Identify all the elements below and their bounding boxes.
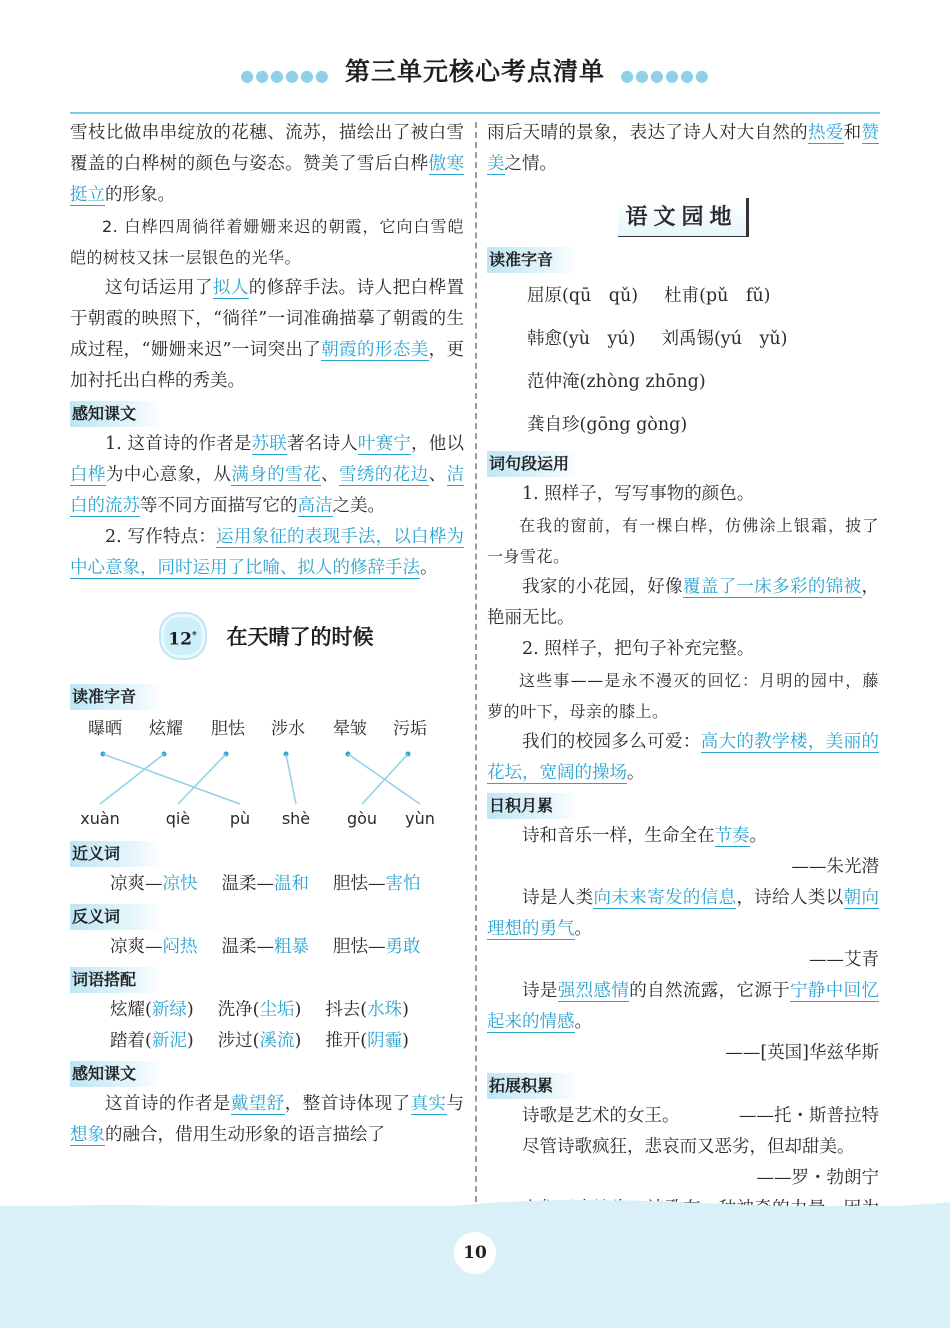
section-tag-fyc: 反义词 (70, 904, 162, 930)
pair-answer: 闷热 (162, 937, 198, 957)
body-text: 的修辞手法。诗人把白桦置于朝霞的映照下，“徜徉”一词准确描摹了朝霞的生成过程，“姗姗来迟”一词突出了 (70, 278, 465, 360)
answer-text: 苏联 (251, 434, 287, 454)
answer-text: 傲寒挺立 (70, 154, 465, 205)
body-text: 我家的小花园，好像 (522, 577, 683, 597)
quote-3 (487, 976, 879, 1038)
answer-text: 想象 (70, 1125, 105, 1145)
antonym-row (70, 932, 464, 963)
match-pinyin: yùn (405, 809, 435, 828)
body-text: 1. 这首诗的作者是 (105, 434, 252, 454)
pair-word: 胆怯— (333, 937, 386, 957)
body-text: 和 (843, 123, 862, 143)
body-text: ，艳丽无比。 (487, 577, 880, 628)
body-text: 诗是 (522, 981, 558, 1001)
lesson-heading (70, 606, 464, 666)
answer-text: 赞美 (487, 123, 880, 174)
answer-text: 满身的雪花 (231, 465, 322, 485)
match-pinyin: xuàn (80, 809, 120, 828)
match-line (362, 754, 408, 804)
page-header (0, 52, 950, 88)
match-line (286, 754, 296, 804)
match-pinyin: shè (281, 809, 311, 828)
answer-text: 白桦 (70, 465, 106, 485)
quote-1 (487, 821, 879, 852)
section-tag-tzjl: 拓展积累 (487, 1073, 579, 1099)
body-text: 我们的校园多么可爱： (522, 732, 701, 752)
match-pinyin: qiè (165, 809, 191, 828)
pinyin-matching-diagram (70, 712, 464, 832)
header-dots-left: ●●●●●● (240, 66, 330, 85)
pair-close: ) (402, 1000, 409, 1020)
extend-1 (487, 1101, 879, 1132)
right-column (487, 118, 879, 1256)
pron-liuyuxi: 刘禹锡(yú yǔ) (661, 329, 788, 349)
body-text: 之情。 (504, 154, 557, 174)
pair-close: ) (294, 1000, 302, 1020)
section-tag-gzkw: 感知课文 (70, 401, 162, 427)
answer-text: 高洁 (297, 496, 333, 516)
pair-answer: 新绿 (151, 1000, 187, 1020)
left-paragraph-2: 2. 白桦四周徜徉着姗姗来迟的朝霞，它向白雪皑皑的树枝又抹一层银色的光华。 (70, 217, 464, 267)
synonym-row (70, 869, 464, 900)
section-tag-gzkw-2: 感知课文 (70, 1061, 162, 1087)
extend-2-author: ——罗・勃朗宁 (756, 1168, 879, 1188)
pair-answer: 阴霾 (367, 1031, 403, 1051)
answer-text: 拟人 (212, 278, 249, 298)
body-text: 与 (446, 1094, 465, 1114)
pair-word: 抖去( (325, 1000, 368, 1020)
collocation-row-2 (70, 1026, 464, 1057)
body-text: 诗是人类 (522, 888, 594, 908)
match-word: 污垢 (393, 719, 427, 739)
left-paragraph-5 (70, 522, 464, 584)
match-pinyin: pù (229, 809, 251, 828)
pair-word: 推开( (325, 1031, 368, 1051)
pair-answer: 勇敢 (385, 937, 421, 957)
match-word: 炫耀 (149, 719, 183, 739)
pronunciation-row-4 (487, 404, 879, 447)
pair-word: 温柔— (221, 874, 274, 894)
body-text: 这句话运用了 (105, 278, 213, 298)
pair-answer: 粗暴 (274, 937, 309, 957)
left-paragraph-6 (70, 1089, 464, 1151)
pronunciation-row-1 (487, 275, 879, 318)
pron-gongzizhen: 龚自珍(gōng gòng) (527, 415, 688, 435)
question-2-example: 这些事——是永不漫灭的回忆：月明的园中，藤萝的叶下，母亲的膝上。 (487, 671, 879, 721)
left-paragraph-3 (70, 273, 464, 397)
answer-text: 洁白的流苏 (70, 465, 465, 516)
extend-2: 尽管诗歌疯狂，悲哀而又恶劣，但却甜美。 (522, 1137, 855, 1157)
answer-text: 运用象征的表现手法，以白桦为中心意象，同时运用了比喻、拟人的修辞手法 (70, 527, 465, 578)
left-column (70, 118, 464, 1151)
pron-fanzhongyan: 范仲淹(zhòng zhōng) (527, 372, 706, 392)
body-text: 。 (574, 1012, 592, 1032)
quote-2 (487, 883, 879, 945)
pronunciation-row-2 (487, 318, 879, 361)
body-text: 。 (574, 919, 592, 939)
section-tag-dzzy: 读准字音 (70, 684, 162, 710)
pair-answer: 溪流 (259, 1031, 295, 1051)
section-tag-rjyl: 日积月累 (487, 793, 579, 819)
pair-answer: 温和 (274, 874, 309, 894)
quote-1-author: ——朱光潜 (791, 857, 879, 877)
body-text: ，诗给人类以 (736, 888, 844, 908)
pair-word: 洗净( (217, 1000, 260, 1020)
body-text: 的形象。 (105, 185, 175, 205)
answer-text: 叶赛宁 (357, 434, 412, 454)
body-text: 的自然流露，它源于 (629, 981, 791, 1001)
answer-text: 朝向理想的勇气 (487, 888, 880, 939)
header-dots-right: ●●●●●● (620, 66, 710, 85)
pair-word: 炫耀( (110, 1000, 152, 1020)
match-pinyin: gòu (346, 809, 378, 828)
body-text: 。 (749, 826, 767, 846)
pair-close: ) (402, 1031, 409, 1051)
body-text: 雨后天晴的景象，表达了诗人对大自然的 (487, 123, 808, 143)
page-number: 10 (454, 1232, 496, 1274)
pair-answer: 尘垢 (259, 1000, 295, 1020)
body-text: 之美。 (332, 496, 385, 516)
match-word: 涉水 (271, 719, 305, 739)
body-text: ，他以 (411, 434, 465, 454)
left-paragraph-1 (70, 118, 464, 211)
pron-hanyu: 韩愈(yù yú) (527, 329, 636, 349)
body-text: 。 (627, 763, 645, 783)
pair-answer: 害怕 (385, 874, 421, 894)
quote-3-author: ——[英国]华兹华斯 (725, 1043, 879, 1063)
pair-word: 温柔— (221, 937, 274, 957)
body-text: 、 (321, 465, 339, 485)
body-text: 著名诗人 (287, 434, 358, 454)
pair-word: 涉过( (217, 1031, 260, 1051)
section-heading-yuwenyuandi: 语文园地 (618, 198, 749, 237)
answer-text: 覆盖了一床多彩的锦被 (682, 577, 862, 597)
body-text: 。 (420, 558, 438, 578)
body-text: 的融合，借用生动形象的语言描绘了 (105, 1125, 385, 1145)
quote-2-author: ——艾青 (809, 950, 879, 970)
pair-answer: 水珠 (367, 1000, 403, 1020)
pair-word: 凉爽— (110, 937, 163, 957)
pair-word: 胆怯— (333, 874, 386, 894)
extend-1-text: 诗歌是艺术的女王。 (522, 1106, 680, 1126)
body-text: 雪枝比做串串绽放的花穗、流苏，描绘出了被白雪覆盖的白桦树的颜色与姿态。赞美了雪后白桦 (70, 123, 464, 174)
question-1-example: 在我的窗前，有一棵白桦，仿佛涂上银霜，披了一身雪花。 (487, 516, 879, 566)
page-title: 第三单元核心考点清单 (344, 57, 605, 86)
body-text: 为中心意象，从 (105, 465, 232, 485)
lesson-title: 在天晴了的时候 (226, 624, 374, 649)
match-word: 曝晒 (88, 719, 122, 739)
section-tag-cjdyy: 词句段运用 (487, 451, 579, 477)
answer-text: 强烈感情 (557, 981, 630, 1001)
body-text: 这首诗的作者是 (105, 1094, 231, 1114)
body-text: ，更加衬托出白桦的秀美。 (70, 340, 464, 391)
match-word: 胆怯 (211, 719, 245, 739)
answer-text: 高大的教学楼，美丽的花坛，宽阔的操场 (487, 732, 880, 783)
pair-word: 踏着( (110, 1031, 152, 1051)
column-divider (475, 122, 477, 1202)
body-text: 、 (428, 465, 447, 485)
pron-quyuan: 屈原(qū qǔ) (527, 286, 639, 306)
body-text: 等不同方面描写它的 (140, 496, 298, 516)
answer-text: 宁静中回忆起来的情感 (487, 981, 880, 1032)
collocation-row-1 (70, 995, 464, 1026)
match-line (100, 754, 164, 804)
answer-text: 热爱 (808, 123, 844, 143)
lesson-number-badge (161, 614, 205, 658)
pronunciation-row-3 (487, 361, 879, 404)
pair-answer: 凉快 (162, 874, 198, 894)
pair-close: ) (186, 1031, 194, 1051)
left-paragraph-4 (70, 429, 464, 522)
answer-text: 向未来寄发的信息 (593, 888, 737, 908)
answer-text: 雪绣的花边 (338, 465, 429, 485)
answer-text: 戴望舒 (230, 1094, 285, 1114)
answer-text: 朝霞的形态美 (321, 340, 429, 360)
question-1: 1. 照样子，写写事物的颜色。 (522, 484, 755, 504)
question-2-answer (487, 727, 879, 789)
extend-1-author: ——托・斯普拉特 (739, 1106, 879, 1126)
lesson-number: 12 (168, 629, 192, 650)
body-text: ，整首诗体现了 (284, 1094, 411, 1114)
pair-close: ) (294, 1031, 302, 1051)
pron-dufu: 杜甫(pǔ fǔ) (664, 286, 771, 306)
pair-answer: 新泥 (151, 1031, 187, 1051)
answer-text: 节奏 (714, 826, 750, 846)
question-1-answer (487, 572, 879, 634)
header-rule (70, 112, 880, 114)
body-text: 2. 写作特点： (105, 527, 217, 547)
section-tag-dzzy-right: 读准字音 (487, 247, 579, 273)
body-text: 诗和音乐一样，生命全在 (522, 826, 715, 846)
match-word: 晕皱 (333, 719, 367, 739)
lesson-star: * (191, 631, 197, 641)
right-paragraph-1 (487, 118, 879, 180)
answer-text: 真实 (410, 1094, 447, 1114)
pair-word: 凉爽— (110, 874, 163, 894)
pair-close: ) (186, 1000, 194, 1020)
section-tag-jyc: 近义词 (70, 841, 162, 867)
section-tag-cydp: 词语搭配 (70, 967, 162, 993)
question-2: 2. 照样子，把句子补充完整。 (522, 639, 755, 659)
